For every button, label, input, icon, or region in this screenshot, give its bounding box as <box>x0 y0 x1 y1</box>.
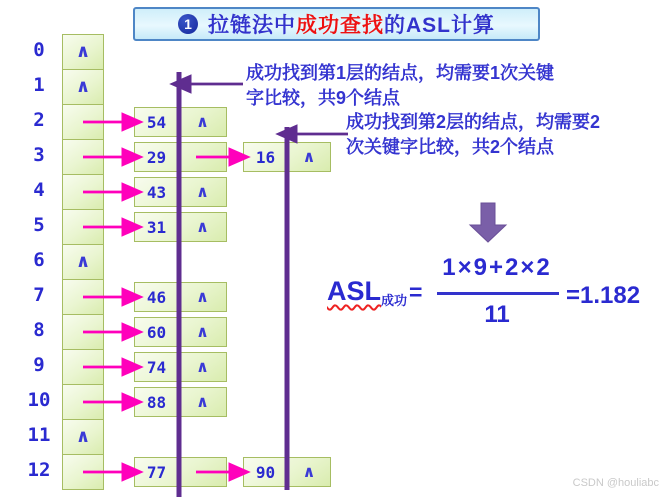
down-arrow-icon <box>470 203 506 242</box>
bucket-index-9: 9 <box>33 354 45 376</box>
chain-node-77 <box>134 457 227 487</box>
watermark: CSDN @houliabc <box>572 477 659 489</box>
bucket-cell-0 <box>62 34 104 70</box>
annotation-level2-line2: 次关键字比较，共2个结点 <box>346 137 555 157</box>
chain-node-88 <box>134 387 227 417</box>
chain-node-16-value: 16 <box>244 143 288 171</box>
bucket-cell-9 <box>62 349 104 385</box>
null-pointer-symbol: ∧ <box>196 392 209 411</box>
chain-node-60-pointer <box>179 318 226 346</box>
fraction-denominator: 11 <box>484 301 510 328</box>
title-part1: 拉链法中 <box>208 14 296 37</box>
chain-node-88-value: 88 <box>135 388 179 416</box>
title-part3: 的ASL计算 <box>384 14 495 37</box>
bucket-index-6: 6 <box>33 249 45 271</box>
bucket-cell-5 <box>62 209 104 245</box>
chain-node-31-value: 31 <box>135 213 179 241</box>
bucket-cell-12 <box>62 454 104 490</box>
chain-node-74-pointer <box>179 353 226 381</box>
chain-node-54-value: 54 <box>135 108 179 136</box>
chain-node-46-value: 46 <box>135 283 179 311</box>
null-pointer-symbol: ∧ <box>196 217 209 236</box>
chain-node-77-value: 77 <box>135 458 179 486</box>
chain-node-90-pointer <box>288 458 330 486</box>
bucket-cell-10 <box>62 384 104 420</box>
bucket-cell-4 <box>62 174 104 210</box>
fraction-bar <box>437 292 559 295</box>
null-pointer-symbol: ∧ <box>196 322 209 341</box>
chain-node-16-pointer <box>288 143 330 171</box>
bucket-cell-1 <box>62 69 104 105</box>
chain-node-46-pointer <box>179 283 226 311</box>
annotation-level1 <box>246 61 554 111</box>
chain-node-74-value: 74 <box>135 353 179 381</box>
bucket-index-1: 1 <box>33 74 45 96</box>
annotation-level1-line2: 字比较，共9个结点 <box>246 88 401 108</box>
chain-node-88-pointer <box>179 388 226 416</box>
asl-text: ASL <box>327 276 381 306</box>
null-pointer-symbol: ∧ <box>302 462 316 481</box>
bucket-index-11: 11 <box>27 424 51 446</box>
bucket-cell-8 <box>62 314 104 350</box>
bucket-cell-7 <box>62 279 104 315</box>
bucket-cell-6 <box>62 244 104 280</box>
chain-node-43 <box>134 177 227 207</box>
null-pointer-symbol: ∧ <box>302 147 316 166</box>
page-title <box>208 9 495 39</box>
bucket-index-0: 0 <box>33 39 45 61</box>
annotation-level2 <box>346 110 600 160</box>
null-pointer-symbol: ∧ <box>196 357 209 376</box>
fraction-numerator: 1×9+2×2 <box>442 254 552 281</box>
chain-node-46 <box>134 282 227 312</box>
bucket-index-7: 7 <box>33 284 45 306</box>
annotation-level1-line1: 成功找到第1层的结点，均需要1次关键 <box>246 63 555 83</box>
chain-node-31-pointer <box>179 213 226 241</box>
null-pointer-symbol: ∧ <box>75 76 91 97</box>
null-pointer-symbol: ∧ <box>75 41 91 62</box>
bucket-cell-3 <box>62 139 104 175</box>
number-1-badge-icon: 1 <box>178 14 198 34</box>
chain-node-31 <box>134 212 227 242</box>
chain-node-90-value: 90 <box>244 458 288 486</box>
chain-node-60-value: 60 <box>135 318 179 346</box>
chain-node-77-pointer <box>179 458 226 486</box>
null-pointer-symbol: ∧ <box>75 251 91 272</box>
bucket-index-4: 4 <box>33 179 45 201</box>
null-pointer-symbol: ∧ <box>196 287 209 306</box>
bucket-index-2: 2 <box>33 109 45 131</box>
asl-label <box>327 276 422 307</box>
bucket-cell-11 <box>62 419 104 455</box>
bucket-index-3: 3 <box>33 144 45 166</box>
chain-node-90 <box>243 457 331 487</box>
chain-node-43-pointer <box>179 178 226 206</box>
bucket-index-8: 8 <box>33 319 45 341</box>
bucket-cell-2 <box>62 104 104 140</box>
bucket-index-5: 5 <box>33 214 45 236</box>
bucket-index-10: 10 <box>27 389 51 411</box>
asl-equals: = <box>409 279 423 305</box>
chain-node-74 <box>134 352 227 382</box>
chain-node-43-value: 43 <box>135 178 179 206</box>
title-banner <box>133 7 540 41</box>
null-pointer-symbol: ∧ <box>196 182 209 201</box>
chain-node-60 <box>134 317 227 347</box>
null-pointer-symbol: ∧ <box>75 426 91 447</box>
asl-result: =1.182 <box>566 282 641 309</box>
null-pointer-symbol: ∧ <box>196 112 209 131</box>
bucket-index-12: 12 <box>27 459 51 481</box>
chain-node-16 <box>243 142 331 172</box>
title-part2-highlight: 成功查找 <box>296 14 384 37</box>
chain-node-29-value: 29 <box>135 143 179 171</box>
annotation-level2-line1: 成功找到第2层的结点，均需要2 <box>346 112 601 132</box>
chain-node-54 <box>134 107 227 137</box>
chain-node-29-pointer <box>179 143 226 171</box>
chain-node-29 <box>134 142 227 172</box>
chain-node-54-pointer <box>179 108 226 136</box>
asl-subscript: 成功 <box>381 293 408 308</box>
